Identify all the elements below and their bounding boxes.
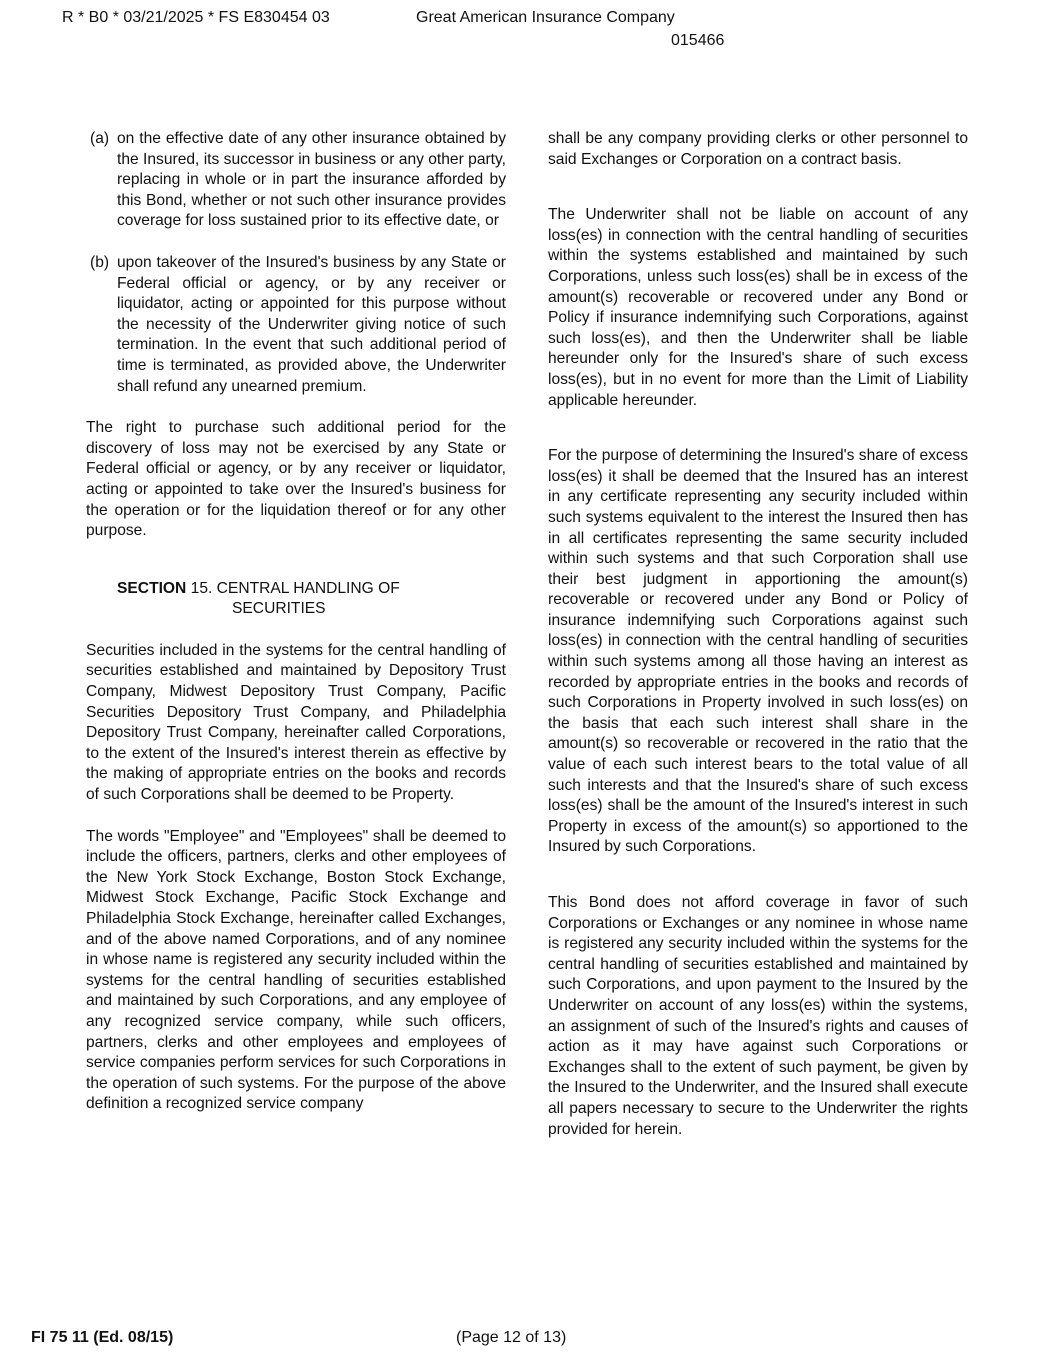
list-item-label: (b) [90,253,110,271]
list-item-text: on the effective date of any other insurance obtained by the Insured, its successor in business or any other party, replacing in whole or in part the insurance afforded by this Bond, whether or not such other insurance provides coverage for loss sustained prior to its effective date, or [117,130,506,230]
section-title-line1: 15. CENTRAL HANDLING OF [190,579,400,597]
paragraph-insured-share: For the purpose of determining the Insured's share of excess loss(es) it shall be deemed that the Insured has an interest in any certificate representing any security included within such systems equivalent to the interest the Insured then has in all certificates representing the same security included within such systems and that such Corporation shall use their best judgment in apportioning the amount(s) recoverable or recovered under any Bond or Policy of insurance indemnifying such Corporations against such loss(es) in connection with the central handling of securities within such systems among all those having an interest as recorded by appropriate entries in the books and records of such Corporations in Property involved in such loss(es) on the basis that each such interest shall share in the amount(s) so recoverable or recovered in the ratio that the value of each such interest bears to the total value of all such interests and that the Insured's share of such excess loss(es) shall be the amount of the Insured's interest in such Property in excess of the amount(s) so apportioned to the Insured by such Corporations. [548,447,968,856]
section-heading [117,579,506,620]
paragraph-right-to-purchase: The right to purchase such additional period for the discovery of loss may not be exercised by any State or Federal official or agency, or by any receiver or liquidator, acting or appointed to take over the Insured's business for the operation or for the liquidation thereof or for any other purpose. [86,419,506,540]
list-item-b [86,253,506,397]
paragraph-employee-definition: The words "Employee" and "Employees" shall be deemed to include the officers, partners, clerks and other employees of the New York Stock Exchange, Boston Stock Exchange, Midwest Stock Exchange, Pacific Stock Exchange and Philadelphia Stock Exchange, hereinafter called Exchanges, and of the above named Corporations, and of any nominee in whose name is registered any security included within the systems for the central handling of securities established and maintained by such Corporations, and any employee of any recognized service company, while such officers, partners, clerks and other employees and employees of service companies perform services for such Corporations in the operation of such systems. For the purpose of the above definition a recognized service company [86,827,506,1113]
left-column [86,129,506,1115]
paragraph-no-coverage: This Bond does not afford coverage in favor of such Corporations or Exchanges or any nominee in whose name is registered any security included within the systems for the central handling of securities established and maintained by such Corporations, and upon payment to the Insured by the Underwriter on account of any loss(es) within the systems, an assignment of such of the Insured's rights and causes of action as it may have against such Corporations or Exchanges shall to the extent of such payment, be given by the Insured to the Underwriter, and the Insured shall execute all papers necessary to secure to the Underwriter the rights provided for herein. [548,894,968,1138]
company-name: Great American Insurance Company [416,9,675,26]
paragraph-continued: shall be any company providing clerks or other personnel to said Exchanges or Corporation on a contract basis. [548,130,968,168]
list-item-a [86,129,506,232]
document-code: R * B0 * 03/21/2025 * FS E830454 03 [62,9,330,26]
paragraph-securities: Securities included in the systems for the central handling of securities established and maintained by Depository Trust Company, Midwest Depository Trust Company, Pacific Securities Depository Trust Company, and Philadelphia Depository Trust Company, hereinafter called Corporations, to the extent of the Insured's interest therein as effective by the making of appropriate entries on the books and records of such Corporations shall be deemed to be Property. [86,641,506,804]
section-label: SECTION [117,579,187,597]
list-item-label: (a) [90,130,110,147]
page-number: (Page 12 of 13) [456,1329,567,1346]
section-title-line2: SECURITIES [232,600,326,618]
document-number: 015466 [671,32,725,49]
right-column [548,129,968,1140]
list-item-text: upon takeover of the Insured's business by any State or Federal official or agency, or by any receiver or liquidator, acting or appointed for this purpose without the necessity of the Underwriter giving notice of such termination. In the event that such additional period of time is terminated, as provided above, the Underwriter shall refund any unearned premium. [117,253,506,395]
paragraph-not-liable: The Underwriter shall not be liable on account of any loss(es) in connection with the central handling of securities within the systems established and maintained by such Corporations, unless such loss(es) shall be in excess of the amount(s) recoverable or recovered under any Bond or Policy if insurance indemnifying such Corporations, against such loss(es), and then the Underwriter shall be liable hereunder only for the Insured's share of such excess loss(es), but in no event for more than the Limit of Liability applicable hereunder. [548,206,968,409]
form-identifier: FI 75 11 (Ed. 08/15) [31,1329,174,1346]
